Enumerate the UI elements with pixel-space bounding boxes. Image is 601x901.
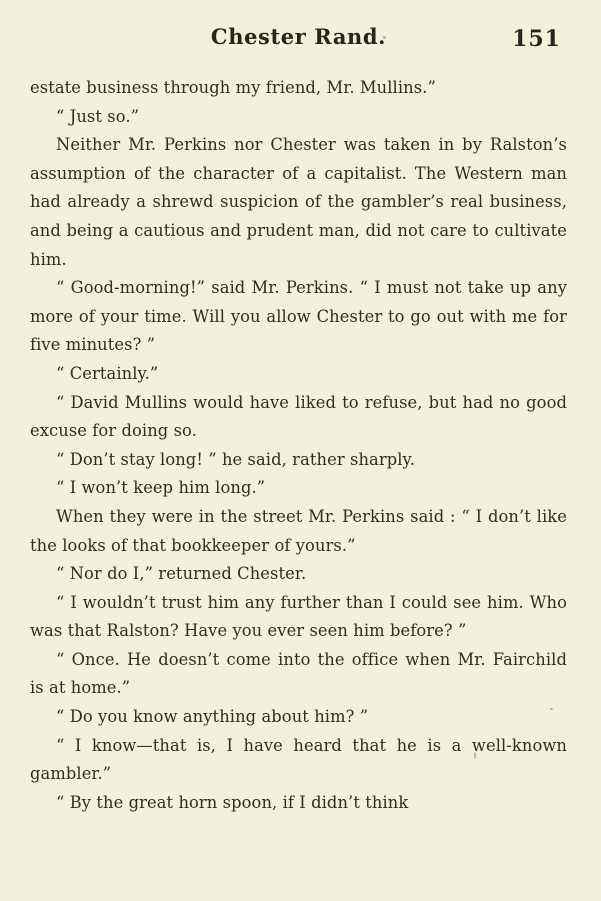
page-number: 151 [512, 26, 561, 52]
paragraph: “ I know—that is, I have heard that he is a well-known gambler.” [30, 735, 567, 784]
paragraph: “ Just so.” [56, 106, 140, 126]
paragraph: “ Don’t stay long! ” he said, rather sharply. [56, 449, 415, 469]
paragraph: “ Do you know anything about him? ” [56, 707, 369, 727]
running-title: Chester Rand. [210, 24, 387, 49]
ink-speck [383, 36, 386, 39]
paragraph: estate business through my friend, Mr. Mullins.” [30, 78, 436, 97]
paragraph: “ I wouldn’t trust him any further than I could see him. Who was that Ralston? Have you ever seen him before? ” [30, 592, 567, 641]
paragraph: “ By the great horn spoon, if I didn’t think [56, 792, 409, 812]
page-header [30, 24, 567, 64]
paragraph: “ I won’t keep him long.” [56, 478, 266, 498]
paragraph: When they were in the street Mr. Perkins said : “ I don’t like the looks of that bookkeeper of yours.” [30, 506, 567, 555]
paragraph: “ Once. He doesn’t come into the office when Mr. Fairchild is at home.” [30, 649, 567, 698]
ink-speck [474, 752, 476, 759]
paragraph: “ Certainly.” [56, 363, 159, 383]
paragraph: “ Nor do I,” returned Chester. [56, 564, 307, 584]
paragraph: Neither Mr. Perkins nor Chester was taken in by Ralston’s assumption of the character of a capitalist. The Western man had already a shrewd suspicion of the gambler’s real business, and being a cautious and prudent man, did not care to cultivate him. [30, 135, 567, 269]
page-body [30, 74, 567, 817]
paragraph: “ David Mullins would have liked to refuse, but had no good excuse for doing so. [30, 392, 567, 441]
ink-speck [550, 708, 553, 710]
paragraph: “ Good-morning!” said Mr. Perkins. “ I must not take up any more of your time. Will you allow Chester to go out with me for five minutes? ” [30, 278, 567, 355]
